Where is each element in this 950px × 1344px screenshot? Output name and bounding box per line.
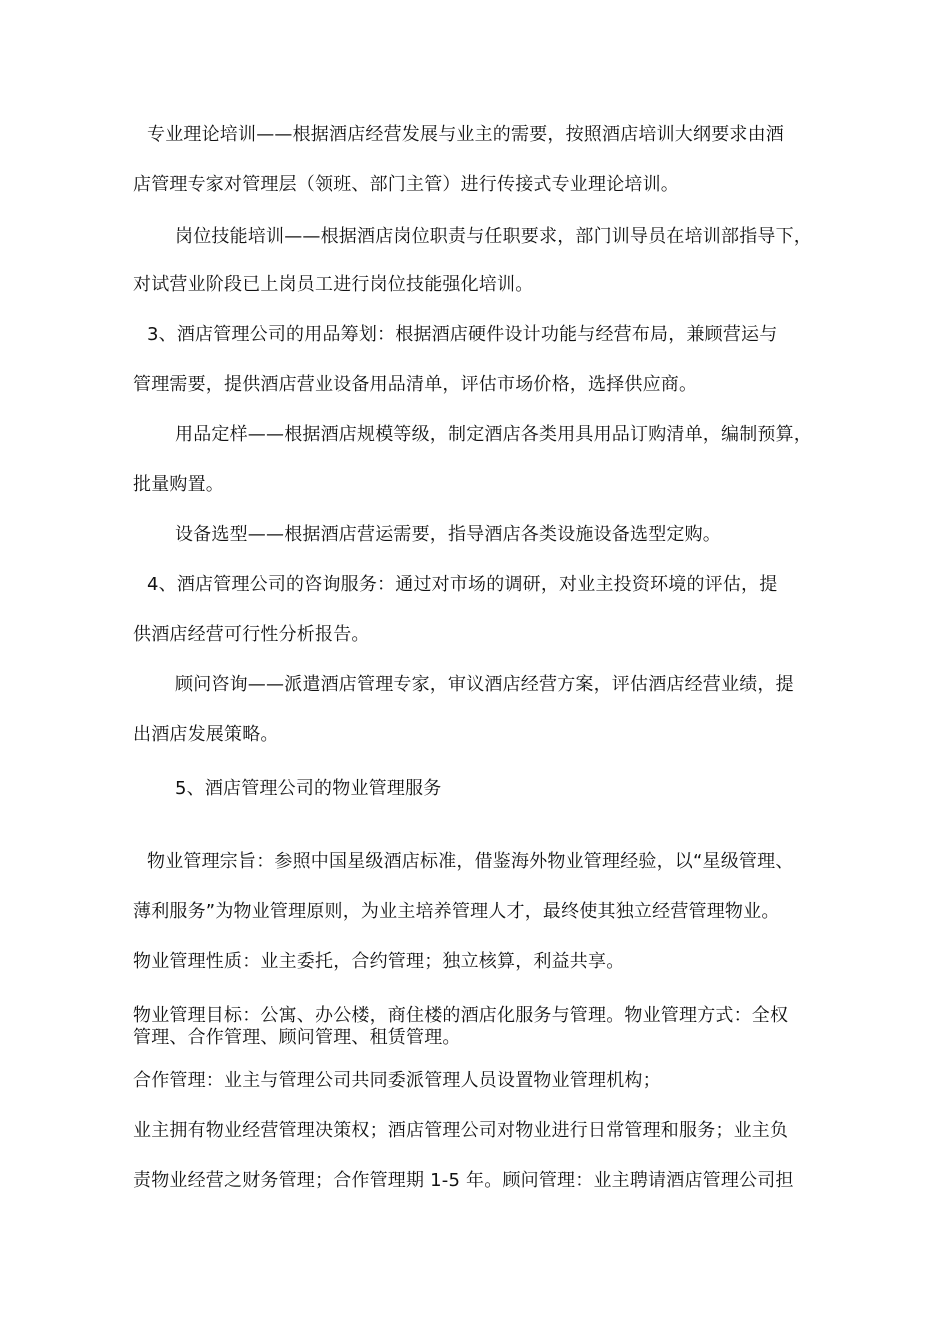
paragraph-line: 供酒店经营可行性分析报告。 <box>133 624 370 645</box>
paragraph-line: 管理需要，提供酒店营业设备用品清单，评估市场价格，选择供应商。 <box>133 374 698 395</box>
paragraph-line: 用品定样——根据酒店规模等级，制定酒店各类用具用品订购清单，编制预算， <box>175 424 812 445</box>
paragraph-line: 合作管理：业主与管理公司共同委派管理人员设置物业管理机构； <box>133 1070 661 1091</box>
paragraph-line: 物业管理宗旨：参照中国星级酒店标准，借鉴海外物业管理经验，以“星级管理、 <box>147 851 794 872</box>
section-heading-4: 4、酒店管理公司的咨询服务：通过对市场的调研，对业主投资环境的评估，提 <box>147 574 778 595</box>
paragraph-line: 专业理论培训——根据酒店经营发展与业主的需要，按照酒店培训大纲要求由酒 <box>147 124 784 145</box>
paragraph-line: 管理、合作管理、顾问管理、租赁管理。 <box>133 1027 461 1048</box>
paragraph-line: 物业管理目标：公寓、办公楼，商住楼的酒店化服务与管理。物业管理方式：全权 <box>133 1005 789 1026</box>
paragraph-line: 出酒店发展策略。 <box>133 724 279 745</box>
paragraph-line: 薄利服务”为物业管理原则，为业主培养管理人才，最终使其独立经营管理物业。 <box>133 901 780 922</box>
paragraph-line: 店管理专家对管理层（领班、部门主管）进行传接式专业理论培训。 <box>133 174 679 195</box>
paragraph-line: 对试营业阶段已上岗员工进行岗位技能强化培训。 <box>133 274 534 295</box>
paragraph-line: 设备选型——根据酒店营运需要，指导酒店各类设施设备选型定购。 <box>175 524 721 545</box>
section-heading-3: 3、酒店管理公司的用品筹划：根据酒店硬件设计功能与经营布局，兼顾营运与 <box>147 324 778 345</box>
paragraph-line: 顾问咨询——派遣酒店管理专家，审议酒店经营方案，评估酒店经营业绩，提 <box>175 674 794 695</box>
paragraph-line: 物业管理性质：业主委托，合约管理；独立核算，利益共享。 <box>133 951 625 972</box>
paragraph-line: 批量购置。 <box>133 474 224 495</box>
paragraph-line: 责物业经营之财务管理；合作管理期 1-5 年。顾问管理：业主聘请酒店管理公司担 <box>133 1170 794 1191</box>
paragraph-line: 岗位技能培训——根据酒店岗位职责与任职要求，部门训导员在培训部指导下， <box>175 226 812 247</box>
section-heading-5: 5、酒店管理公司的物业管理服务 <box>175 778 442 799</box>
paragraph-line: 业主拥有物业经营管理决策权；酒店管理公司对物业进行日常管理和服务；业主负 <box>133 1120 789 1141</box>
